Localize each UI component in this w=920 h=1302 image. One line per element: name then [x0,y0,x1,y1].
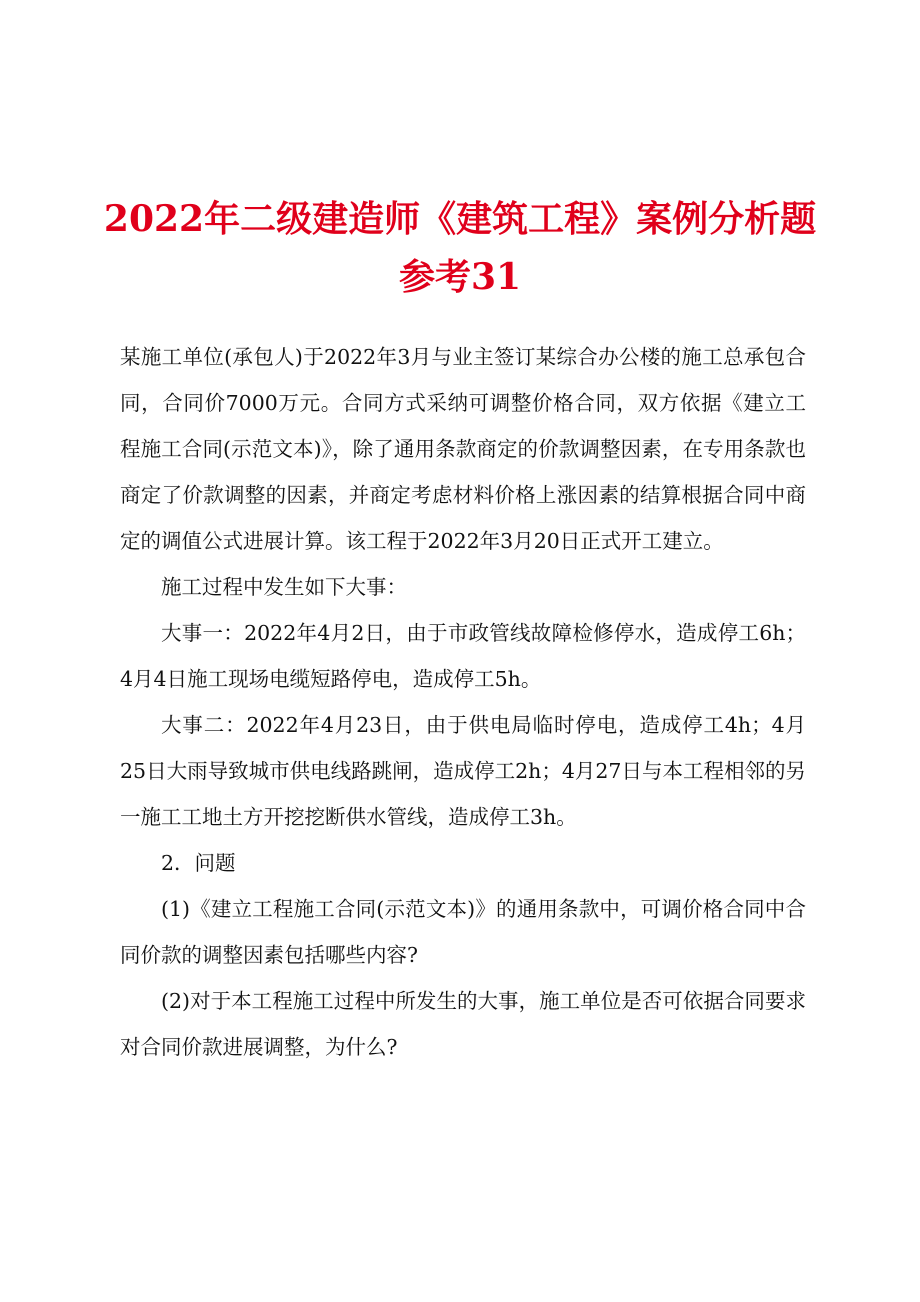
paragraph-contract-background: 某施工单位(承包人)于2022年3月与业主签订某综合办公楼的施工总承包合同，合同价7000万元。合同方式采纳可调整价格合同，双方依据《建立工程施工合同(示范文本)》，除了通用条款商定的价款调整因素，在专用条款也商定了价款调整的因素，并商定考虑材料价格上涨因素的结算根据合同中商定的调值公式进展计算。该工程于2022年3月20日正式开工建立。 [120,345,806,553]
paragraph-event-two: 大事二：2022年4月23日，由于供电局临时停电，造成停工4h；4月25日大雨导致城市供电线路跳闸，造成停工2h；4月27日与本工程相邻的另一施工工地土方开挖挖断供水管线，造成停工3h。 [120,713,806,829]
document-title: 2022年二级建造师《建筑工程》案例分析题参考31 [103,198,817,298]
document-body [120,334,806,1070]
paragraph-event-one: 大事一：2022年4月2日，由于市政管线故障检修停水，造成停工6h；4月4日施工现场电缆短路停电，造成停工5h。 [120,621,806,691]
paragraph-events-intro: 施工过程中发生如下大事： [161,575,407,599]
paragraph-question-two: (2)对于本工程施工过程中所发生的大事，施工单位是否可依据合同要求对合同价款进展调整，为什么? [120,989,806,1059]
paragraph-questions-heading: 2．问题 [161,851,236,875]
paragraph-question-one: (1)《建立工程施工合同(示范文本)》的通用条款中，可调价格合同中合同价款的调整因素包括哪些内容? [120,897,806,967]
